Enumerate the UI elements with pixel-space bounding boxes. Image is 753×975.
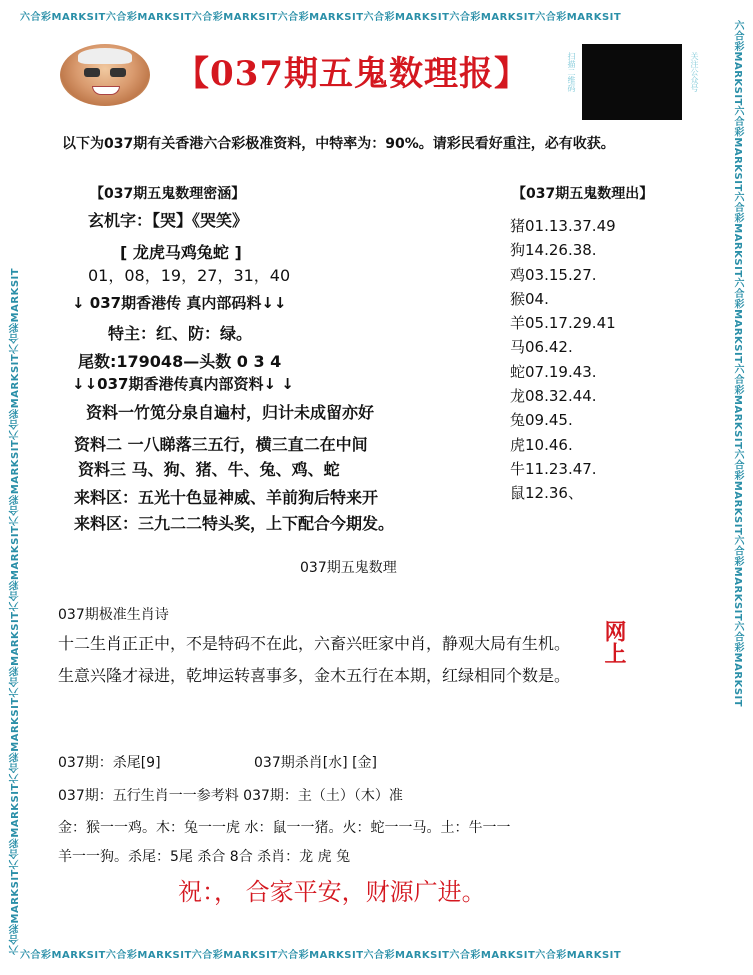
list-item: 鼠12.36、 [510,484,583,503]
list-item: 牛11.23.47. [510,459,597,478]
avatar-hair [78,48,132,64]
list-item: 猴04. [510,289,549,308]
list-item: 虎10.46. [510,435,573,454]
intro-text: 以下为037期有关香港六合彩极准资料，中特率为：90%。请彩民看好重注，必有收获。 [62,136,615,152]
list-item: 蛇07.19.43. [510,362,597,381]
list-item: 羊05.17.29.41 [510,314,616,333]
poem-title: 037期极准生肖诗 [58,607,169,623]
border-watermark-top: 六合彩MARKSIT六合彩MARKSIT六合彩MARKSIT六合彩MARKSIT六合彩MARKSIT六合彩MARKSIT六合彩MARKSIT [20,12,622,22]
kill-zodiac: 037期杀肖[水] [金] [254,755,378,771]
poem-line-1: 十二生肖正正中，不是特码不在此，六畜兴旺家中肖，静观大局有生机。 [58,634,571,653]
qr-code [582,44,682,120]
middle-caption: 037期五鬼数理 [300,560,397,576]
tail-numbers: 尾数:179048—头数 0 3 4 [78,352,282,371]
info-line-1: 资料一竹笕分泉自遍村，归计未成留亦好 [86,403,375,422]
zodiac-number-list [510,214,616,506]
list-item: 兔09.45. [510,411,573,430]
laili-line-2: 来料区：三九二二特头奖，上下配合今期发。 [74,514,395,533]
info-line-3: 资料三 马、狗、猪、牛、兔、鸡、蛇 [78,460,340,479]
qr-side-label-left: 扫描二维码 [567,52,576,92]
hk-fax-title-1: ↓ 037期香港传 真内部码料↓↓ [72,294,287,312]
kill-summary: 羊一一狗。杀尾：5尾 杀合 8合 杀肖：龙 虎 兔 [58,849,351,865]
avatar [60,44,150,106]
xuanji-text: 玄机字：【哭】《哭笑》 [88,211,249,230]
section-title-output: 【037期五鬼数理出】 [512,186,654,202]
avatar-mouth [92,86,120,95]
kill-tail: 037期：杀尾[9] [58,755,161,771]
list-item: 龙08.32.44. [510,387,597,406]
avatar-eye-right [110,68,126,77]
hk-fax-title-2: ↓↓037期香港传真内部资料↓ ↓ [72,375,294,393]
wuxing-reference: 037期：五行生肖一一参考料 037期：主（土）（木）准 [58,788,403,804]
list-item: 鸡03.15.27. [510,265,597,284]
list-item: 马06.42. [510,338,573,357]
info-line-2: 资料二 一八睇落三五行，横三直二在中间 [74,435,368,454]
list-item: 狗14.26.38. [510,241,597,260]
red-seal: 网上 [601,620,627,664]
page-title: 【037期五鬼数理报】 [175,54,529,94]
border-watermark-left: 六合彩MARKSIT六合彩MARKSIT六合彩MARKSIT六合彩MARKSIT六合彩MARKSIT六合彩MARKSIT六合彩MARKSIT六合彩MARKSIT [10,267,21,955]
laili-line-1: 来料区：五光十色显神威、羊前狗后特来开 [74,488,379,507]
blessing-text: 祝：， 合家平安，财源广进。 [178,878,486,906]
section-title-secret: 【037期五鬼数理密涵】 [90,186,246,202]
border-watermark-right: 六合彩MARKSIT六合彩MARKSIT六合彩MARKSIT六合彩MARKSIT六合彩MARKSIT六合彩MARKSIT六合彩MARKSIT六合彩MARKSIT [732,20,743,708]
wuxing-pairs: 金：猴一一鸡。木：兔一一虎 水：鼠一一猪。火：蛇一一马。土：牛一一 [58,820,511,836]
list-item: 猪01.13.37.49 [510,217,616,235]
special-color: 特主：红、防：绿。 [108,324,253,343]
qr-side-label-right: 关注公众号 [690,52,699,92]
zodiac-group: [ 龙虎马鸡兔蛇 ] [120,243,242,262]
avatar-eye-left [84,68,100,77]
border-watermark-bottom: 六合彩MARKSIT六合彩MARKSIT六合彩MARKSIT六合彩MARKSIT六合彩MARKSIT六合彩MARKSIT六合彩MARKSIT [20,950,622,960]
poem-line-2: 生意兴隆才禄进，乾坤运转喜事多，金木五行在本期，红绿相同个数是。 [58,666,571,685]
number-list: 01，08，19，27，31，40 [88,266,291,285]
